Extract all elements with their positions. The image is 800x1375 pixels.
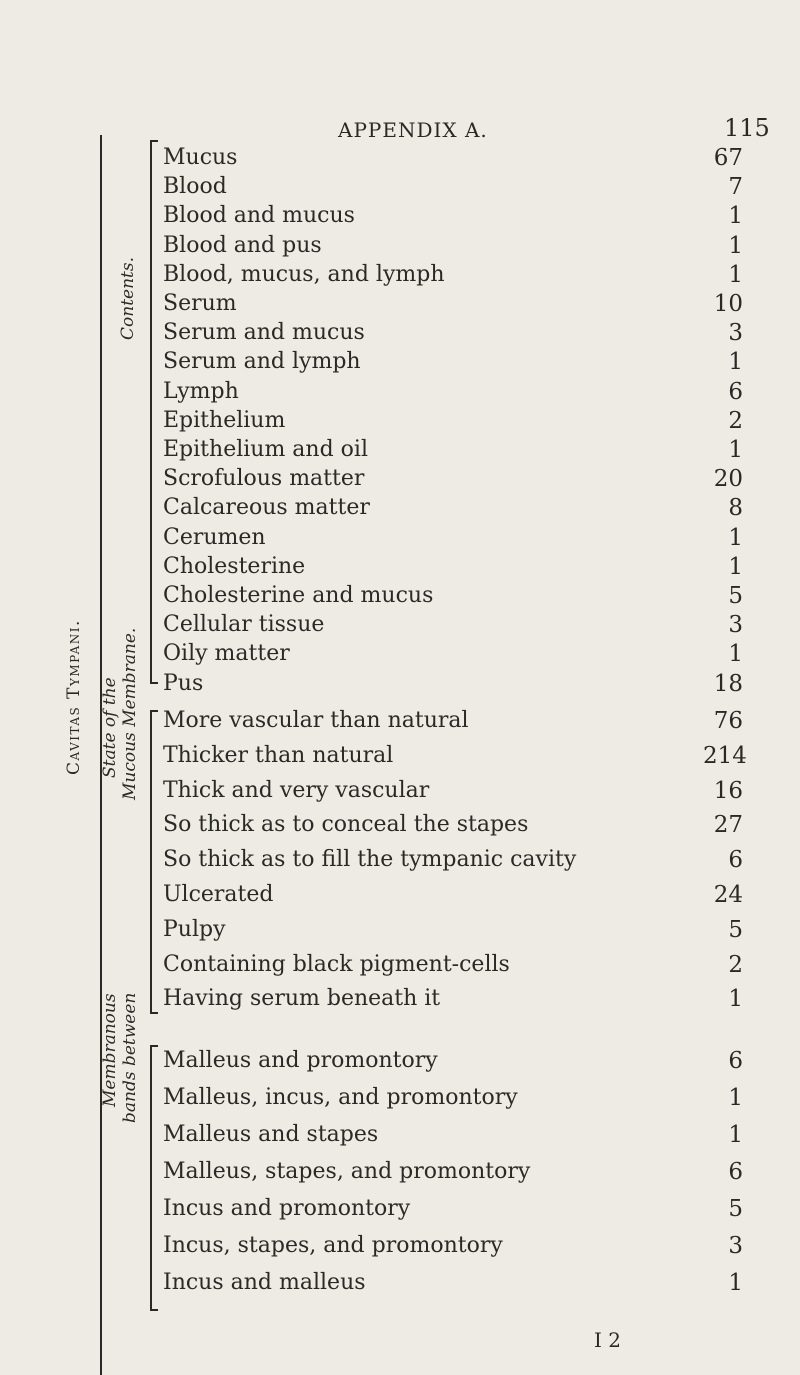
row-label: Calcareous matter: [163, 495, 370, 521]
row-label: Malleus and promontory: [163, 1048, 438, 1073]
membranous-label-line1: Membranous: [100, 993, 120, 1107]
row-count: 1: [728, 524, 743, 551]
row-label: Blood and pus: [163, 232, 322, 258]
row-label: So thick as to fill the tympanic cavity: [163, 847, 577, 873]
row-count: 18: [713, 670, 743, 697]
row-label: Blood and mucus: [163, 203, 355, 229]
row-count: 2: [728, 951, 743, 978]
row-label: Incus and malleus: [163, 1270, 366, 1295]
row-count: 5: [728, 916, 743, 943]
membranous-label-line2: bands between: [120, 992, 140, 1123]
row-label: Epithelium: [163, 407, 286, 433]
row-count: 3: [728, 320, 743, 347]
row-label: Pulpy: [163, 916, 226, 942]
row-count: 27: [713, 812, 743, 839]
row-count: 2: [728, 407, 743, 434]
row-label: Having serum beneath it: [163, 986, 441, 1012]
row-count: 76: [713, 708, 743, 734]
row-label: Scrofulous matter: [163, 466, 365, 492]
row-count: 5: [728, 1196, 743, 1222]
row-label: Cholesterine and mucus: [163, 583, 434, 608]
row-label: Cerumen: [163, 524, 266, 550]
row-count: 20: [713, 466, 743, 493]
contents-label: Contents.: [118, 257, 138, 340]
row-count: 1: [728, 1085, 743, 1111]
row-count: 10: [713, 291, 743, 317]
row-count: 5: [728, 583, 743, 609]
state-brace: [150, 710, 158, 1014]
row-count: 1: [728, 641, 743, 668]
row-label: Malleus, incus, and promontory: [163, 1085, 518, 1110]
row-count: 3: [728, 1233, 743, 1259]
row-label: Containing black pigment-cells: [163, 951, 510, 977]
row-label: Cholesterine: [163, 553, 306, 579]
row-count: 214: [703, 742, 747, 769]
row-label: Malleus, stapes, and promontory: [163, 1159, 531, 1184]
row-label: Epithelium and oil: [163, 437, 368, 462]
contents-brace: [150, 140, 158, 684]
row-label: Malleus and stapes: [163, 1122, 379, 1147]
row-count: 1: [728, 1122, 743, 1148]
state-label-line2: Mucous Membrane.: [120, 627, 140, 800]
row-label: Ulcerated: [163, 882, 274, 907]
row-count: 8: [728, 495, 743, 522]
row-label: Thicker than natural: [163, 742, 394, 768]
row-count: 1: [728, 261, 743, 288]
row-label: So thick as to conceal the stapes: [163, 812, 529, 838]
row-count: 6: [728, 1048, 743, 1074]
row-count: 6: [728, 847, 743, 874]
row-count: 1: [728, 203, 743, 230]
row-label: Incus, stapes, and promontory: [163, 1233, 503, 1258]
row-label: Serum and lymph: [163, 349, 361, 375]
row-label: Blood: [163, 174, 227, 200]
state-label-line1: State of the: [100, 677, 120, 778]
cavitas-tympani-label: Cavitas Tympani.: [64, 619, 84, 775]
membranous-brace: [150, 1045, 158, 1311]
row-label: Mucus: [163, 145, 238, 170]
row-count: 3: [728, 612, 743, 639]
page-number: 115: [724, 114, 770, 142]
row-label: Oily matter: [163, 641, 290, 667]
row-count: 1: [728, 986, 743, 1013]
row-count: 6: [728, 378, 743, 405]
running-head: APPENDIX A.: [338, 118, 488, 142]
row-count: 1: [728, 349, 743, 376]
row-label: Incus and promontory: [163, 1196, 411, 1221]
row-count: 67: [713, 145, 743, 171]
row-label: More vascular than natural: [163, 708, 469, 733]
row-count: 1: [728, 232, 743, 259]
row-count: 7: [728, 174, 743, 201]
row-label: Blood, mucus, and lymph: [163, 261, 445, 287]
row-label: Pus: [163, 670, 204, 696]
row-count: 24: [713, 882, 743, 908]
row-label: Thick and very vascular: [163, 777, 430, 803]
row-label: Cellular tissue: [163, 612, 325, 638]
row-count: 1: [728, 1270, 743, 1296]
row-label: Serum and mucus: [163, 320, 365, 346]
row-label: Serum: [163, 291, 237, 316]
row-count: 1: [728, 553, 743, 580]
row-count: 6: [728, 1159, 743, 1185]
signature-mark: I 2: [594, 1328, 621, 1352]
row-count: 16: [713, 777, 743, 804]
row-count: 1: [728, 437, 743, 463]
row-label: Lymph: [163, 378, 239, 404]
